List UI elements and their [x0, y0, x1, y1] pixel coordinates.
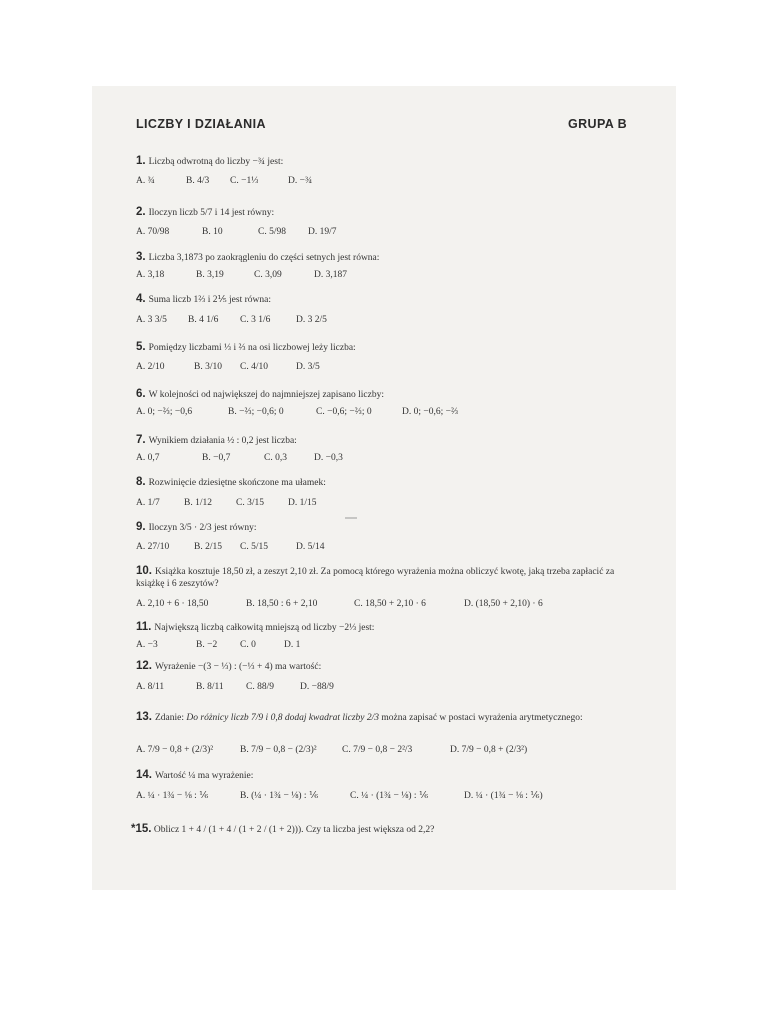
option-d[interactable]: D. 3 2/5: [296, 315, 327, 325]
question-5: [136, 341, 356, 354]
question-number: 9.: [136, 521, 146, 533]
option-b[interactable]: B. 1/12: [184, 498, 212, 508]
option-d[interactable]: D. ¼ · (1¾ − ⅛ : ⅙): [464, 791, 543, 801]
option-d[interactable]: D. −0,3: [314, 453, 343, 463]
question-number: 7.: [136, 434, 146, 446]
option-b[interactable]: B. 3,19: [196, 270, 224, 280]
question-number: 1.: [136, 155, 146, 167]
page-title: LICZBY I DZIAŁANIA: [136, 117, 266, 131]
question-text: Rozwinięcie dziesiętne skończone ma ułamek:: [148, 478, 326, 488]
option-d[interactable]: D. 19/7: [308, 227, 337, 237]
question-text: Liczbą odwrotną do liczby −¾ jest:: [148, 157, 284, 167]
option-a[interactable]: A. ¼ · 1¾ − ⅛ : ⅙: [136, 791, 209, 801]
question-8: [136, 476, 326, 489]
option-c[interactable]: C. 0: [240, 640, 256, 650]
option-b[interactable]: B. 7/9 − 0,8 − (2/3)²: [240, 745, 317, 755]
option-c[interactable]: C. −0,6; −⅔; 0: [316, 407, 372, 417]
option-c[interactable]: C. ¼ · (1¾ − ⅛) : ⅙: [350, 791, 429, 801]
group-label: GRUPA B: [568, 117, 628, 131]
question-text: Suma liczb 1⅔ i 2⅕ jest równa:: [148, 295, 271, 305]
option-a[interactable]: A. 7/9 − 0,8 + (2/3)²: [136, 745, 214, 755]
option-d[interactable]: D. −88/9: [300, 682, 334, 692]
option-c[interactable]: C. 88/9: [246, 682, 274, 692]
option-c[interactable]: C. 0,3: [264, 453, 287, 463]
option-d[interactable]: D. 3/5: [296, 362, 320, 372]
option-b[interactable]: B. −0,7: [202, 453, 231, 463]
question-13-rest: można zapisać w postaci wyrażenia arytmetycznego:: [381, 713, 583, 723]
question-1: [136, 155, 283, 168]
option-c[interactable]: C. 5/98: [258, 227, 286, 237]
question-3: [136, 251, 379, 264]
option-d[interactable]: D. 1/15: [288, 498, 317, 508]
question-14: [136, 769, 253, 782]
option-a[interactable]: A. 0; −⅔; −0,6: [136, 407, 193, 417]
question-text: Wynikiem działania ½ : 0,2 jest liczba:: [148, 436, 297, 446]
option-c[interactable]: C. 3,09: [254, 270, 282, 280]
option-c[interactable]: C. 3/15: [236, 498, 264, 508]
question-number: 3.: [136, 251, 146, 263]
option-c[interactable]: C. −1⅓: [230, 176, 259, 186]
question-text: Iloczyn 3/5 · 2/3 jest równy:: [148, 523, 257, 533]
question-text: Liczba 3,1873 po zaokrągleniu do części setnych jest równa:: [148, 253, 380, 263]
option-c[interactable]: C. 18,50 + 2,10 · 6: [354, 599, 426, 609]
question-number: 11.: [136, 621, 152, 633]
option-d[interactable]: D. 7/9 − 0,8 + (2/3²): [450, 745, 528, 755]
option-b[interactable]: B. 18,50 : 6 + 2,10: [246, 599, 318, 609]
question-number: 12.: [136, 660, 152, 672]
option-b[interactable]: B. (¼ · 1¾ − ⅛) : ⅙: [240, 791, 319, 801]
question-4: [136, 293, 271, 306]
option-a[interactable]: A. ¾: [136, 176, 155, 186]
option-b[interactable]: B. 4/3: [186, 176, 210, 186]
question-13-italic: Do różnicy liczb 7/9 i 0,8 dodaj kwadrat liczby 2/3: [186, 713, 380, 723]
option-b[interactable]: B. 8/11: [196, 682, 224, 692]
option-a[interactable]: A. 3 3/5: [136, 315, 167, 325]
option-a[interactable]: A. 1/7: [136, 498, 160, 508]
option-a[interactable]: A. −3: [136, 640, 158, 650]
option-c[interactable]: C. 3 1/6: [240, 315, 271, 325]
question-text: W kolejności od największej do najmniejszej zapisano liczby:: [148, 390, 385, 400]
question-2: [136, 206, 274, 219]
question-text: Wyrażenie −(3 − ⅓) : (−⅓ + 4) ma wartość:: [155, 662, 322, 672]
option-d[interactable]: D. −¾: [288, 176, 313, 186]
option-d[interactable]: D. 5/14: [296, 542, 325, 552]
question-10: 10. Książka kosztuje 18,50 zł, a zeszyt 2,10 zł. Za pomocą którego wyrażenia można obliczyć kwotę, jaką trzeba zapłacić za książkę i 6 zeszytów?: [136, 565, 615, 589]
question-15-text: Oblicz 1 + 4 / (1 + 4 / (1 + 2 / (1 + 2))). Czy ta liczba jest większa od 2,2?: [153, 825, 435, 835]
question-number: 6.: [136, 388, 146, 400]
option-a[interactable]: A. 0,7: [136, 453, 160, 463]
option-d[interactable]: D. (18,50 + 2,10) · 6: [464, 599, 543, 609]
question-12: [136, 660, 321, 673]
option-c[interactable]: C. 5/15: [240, 542, 268, 552]
question-text: Iloczyn liczb 5/7 i 14 jest równy:: [148, 208, 275, 218]
question-number: 5.: [136, 341, 146, 353]
option-b[interactable]: B. 2/15: [194, 542, 222, 552]
question-text: Wartość ¼ ma wyrażenie:: [155, 771, 254, 781]
option-d[interactable]: D. 3,187: [314, 270, 347, 280]
option-b[interactable]: B. −⅔; −0,6; 0: [228, 407, 284, 417]
question-9: [136, 521, 257, 534]
option-a[interactable]: A. 8/11: [136, 682, 165, 692]
question-text: Pomiędzy liczbami ⅓ i ⅔ na osi liczbowej leży liczba:: [148, 343, 356, 353]
question-number: 8.: [136, 476, 146, 488]
option-a[interactable]: A. 2,10 + 6 · 18,50: [136, 599, 209, 609]
option-a[interactable]: A. 2/10: [136, 362, 165, 372]
question-6: [136, 388, 384, 401]
question-13: 13. Zdanie: Do różnicy liczb 7/9 i 0,8 dodaj kwadrat liczby 2/3 można zapisać w postaci wyrażenia arytmetycznego:: [136, 711, 583, 723]
option-b[interactable]: B. 4 1/6: [188, 315, 219, 325]
question-number: 14.: [136, 769, 152, 781]
option-a[interactable]: A. 70/98: [136, 227, 170, 237]
question-number: 2.: [136, 206, 146, 218]
option-b[interactable]: B. −2: [196, 640, 218, 650]
option-c[interactable]: C. 7/9 − 0,8 − 2²/3: [342, 745, 413, 755]
question-10-text: Książka kosztuje 18,50 zł, a zeszyt 2,10 zł. Za pomocą którego wyrażenia można obliczyć kwotę, jaką trzeba zapłacić za książkę i 6 zeszytów?: [136, 567, 615, 589]
option-c[interactable]: C. 4/10: [240, 362, 268, 372]
option-a[interactable]: A. 3,18: [136, 270, 165, 280]
question-15: *15. Oblicz 1 + 4 / (1 + 4 / (1 + 2 / (1 + 2))). Czy ta liczba jest większa od 2,2?: [131, 823, 435, 835]
option-b[interactable]: B. 3/10: [194, 362, 222, 372]
option-b[interactable]: B. 10: [202, 227, 223, 237]
question-text: Największą liczbą całkowitą mniejszą od liczby −2⅓ jest:: [154, 623, 375, 633]
scan-speck: [345, 517, 357, 519]
question-number: 4.: [136, 293, 146, 305]
option-d[interactable]: D. 1: [284, 640, 301, 650]
question-7: [136, 434, 297, 447]
option-d[interactable]: D. 0; −0,6; −⅔: [402, 407, 459, 417]
question-13-lead: Zdanie:: [155, 713, 185, 723]
option-a[interactable]: A. 27/10: [136, 542, 170, 552]
question-11: [136, 621, 374, 634]
